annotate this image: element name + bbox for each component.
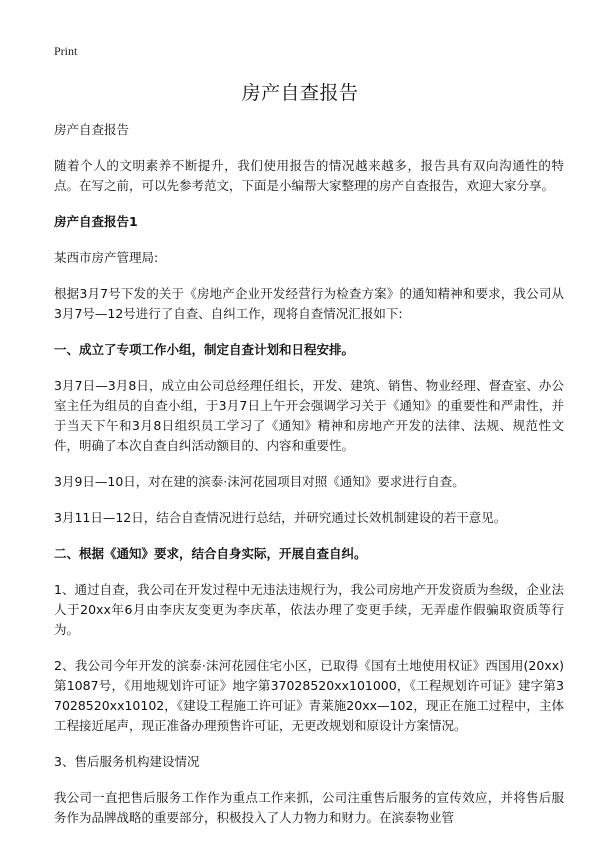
list-item-title: 3、售后服务机构建设情况 <box>54 754 200 769</box>
intro-paragraph: 随着个人的文明素养不断提升，我们使用报告的情况越来越多，报告具有双向沟通性的特点。在写之前，可以先参考范文，下面是小编帮大家整理的房产自查报告，欢迎大家分享。 <box>54 158 564 193</box>
document-subtitle: 房产自查报告 <box>54 122 130 137</box>
body-paragraph: 3月7日—3月8日，成立由公司总经理任组长，开发、建筑、销售、物业经理、督查室、办公室主任为组员的自查小组，于3月7日上午开会强调学习关于《通知》的重要性和严肃性，并于当天下午和3月8日组织员工学习了《通知》精神和房地产开发的法律、法规、规范性文件，明确了本次自查自纠活动额目的、内容和重要性。 <box>54 378 564 453</box>
section-heading: 二、根据《通知》要求，结合自身实际，开展自查自纠。 <box>54 546 367 561</box>
document-title: 房产自查报告 <box>241 82 359 104</box>
salutation: 某西市房产管理局: <box>54 250 159 265</box>
body-paragraph: 3月9日—10日，对在建的滨泰·沫河花园项目对照《通知》要求进行自查。 <box>54 474 465 489</box>
document-body <box>54 120 564 844</box>
section-heading: 一、成立了专项工作小组，制定自查计划和日程安排。 <box>54 342 355 357</box>
body-paragraph: 3月11日—12日，结合自查情况进行总结，并研究通过长效机制建设的若干意见。 <box>54 510 507 525</box>
section-title: 房产自查报告1 <box>54 214 138 229</box>
body-paragraph: 我公司一直把售后服务工作作为重点工作来抓，公司注重售后服务的宣传效应，并将售后服务作为品牌战略的重要部分，积极投入了人力物力和财力。在滨泰物业管 <box>54 790 564 825</box>
print-link[interactable]: Print <box>54 44 78 58</box>
list-item: 1、通过自查，我公司在开发过程中无违法违规行为，我公司房地产开发资质为叁级，企业法人于20xx年6月由李庆友变更为李庆革，依法办理了变更手续，无弄虚作假骗取资质等行为。 <box>54 582 564 637</box>
list-item: 2、我公司今年开发的滨泰·沫河花园住宅小区，已取得《国有土地使用权证》西国用(20xx)第1087号，《用地规划许可证》地字第37028520xx101000，《工程规划许可证》建字第37028520xx10102，《建设工程施工许可证》青莱施20xx—102，现正在施工过程中，主体工程接近尾声，现正准备办理预售许可证，无更改规划和原设计方案情况。 <box>54 658 564 733</box>
body-paragraph: 根据3月7号下发的关于《房地产企业开发经营行为检查方案》的通知精神和要求，我公司从3月7号—12号进行了自查、自纠工作，现将自查情况汇报如下: <box>54 286 564 321</box>
